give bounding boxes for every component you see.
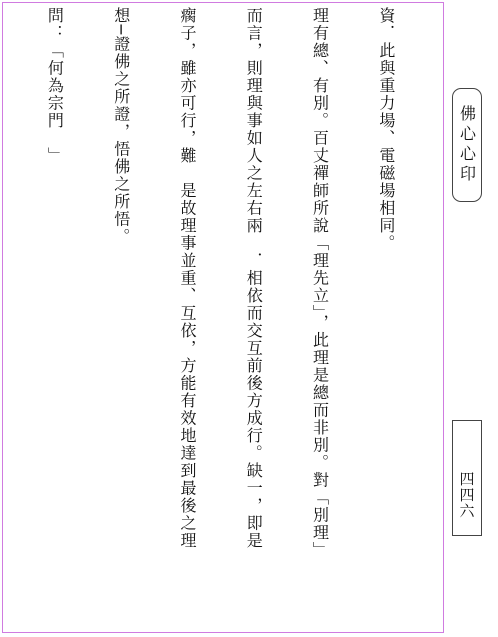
chapter-title: 佛心心印 [457, 105, 477, 185]
text-line-4: 瘸子，雖亦可行，難 是故理事並重、互依，方能有效地達到最後之理 [177, 7, 197, 550]
text-line-2: 理有總、有別。百丈禪師所說「理先立」，此理是總而非別。對「別理」 [310, 7, 330, 559]
text-frame [2, 2, 444, 633]
text-line-3: 而言，則理與事如人之左右兩 ．相依而交互前後方成行。缺一，即是 [244, 7, 264, 550]
page-number: 四四六 [457, 471, 476, 519]
text-line-5: 想─證佛之所證，悟佛之所悟。 [111, 7, 131, 246]
page-number-tab [452, 420, 482, 536]
chapter-title-tab [452, 88, 482, 202]
text-line-6: 問：「何為宗門 」 [45, 7, 65, 165]
body-text [9, 7, 441, 631]
text-line-1: 資．此與重力場、電磁場相同。 [376, 7, 396, 252]
